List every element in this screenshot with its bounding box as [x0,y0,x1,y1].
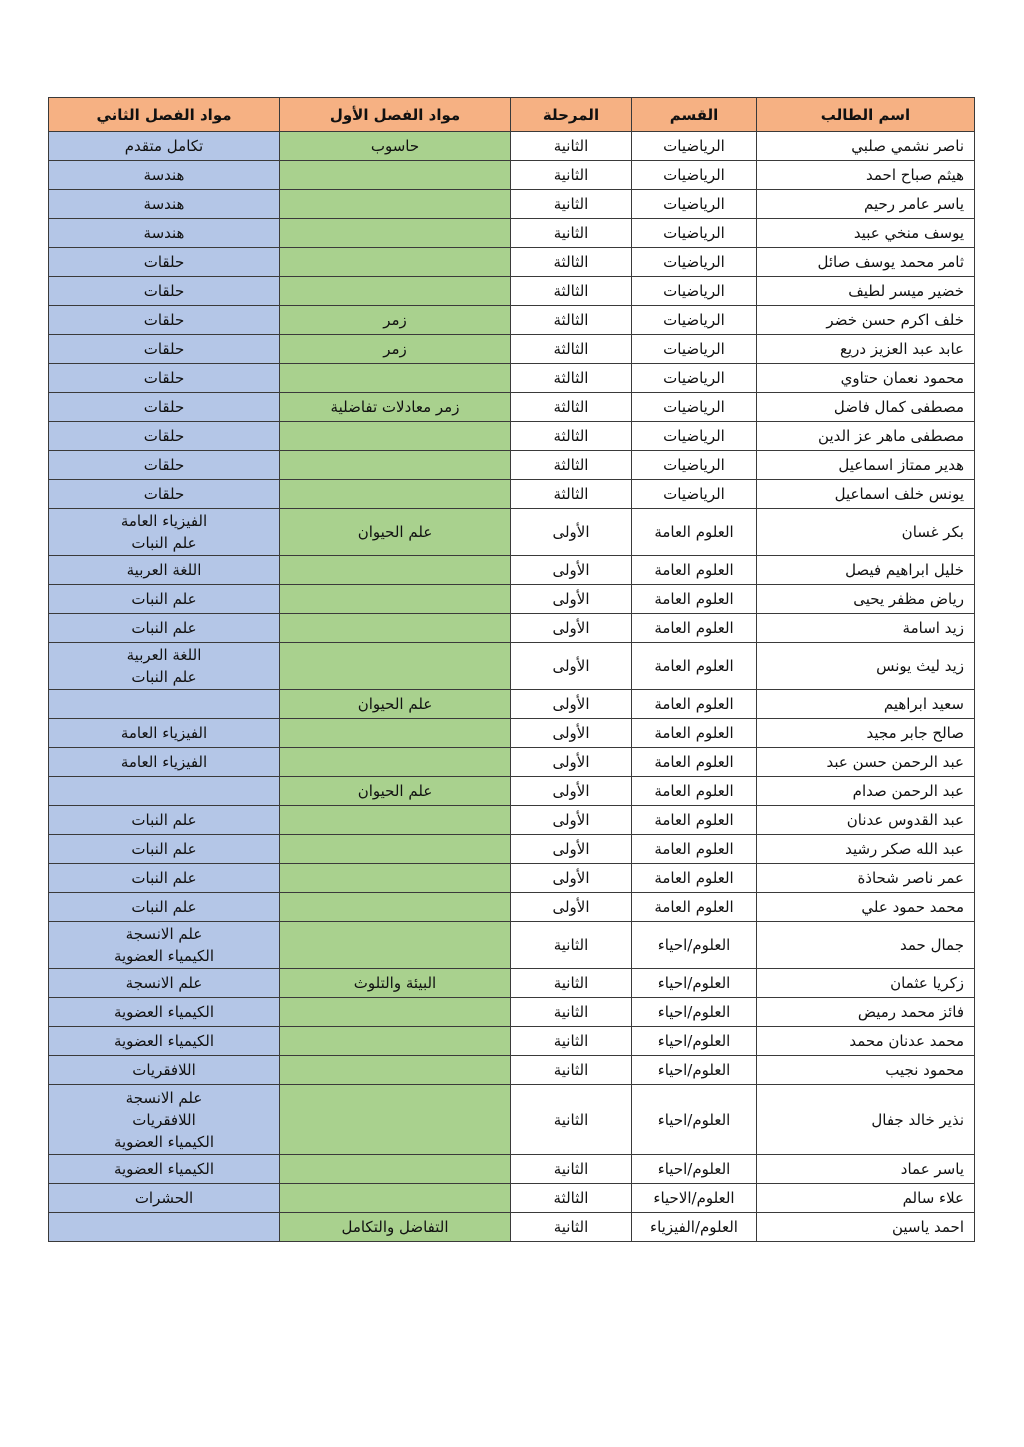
second-semester-cell: هندسة [49,161,280,190]
second-semester-cell: حلقات [49,306,280,335]
first-semester-cell [280,614,511,643]
stage-cell: الثالثة [511,1184,632,1213]
second-semester-cell: حلقات [49,451,280,480]
second-semester-cell: علم النبات [49,806,280,835]
student-name-cell: هدير ممتاز اسماعيل [757,451,975,480]
table-row [49,864,975,893]
second-semester-cell: الحشرات [49,1184,280,1213]
second-semester-cell: حلقات [49,248,280,277]
department-cell: العلوم العامة [632,585,757,614]
second-semester-cell: اللغة العربية [49,556,280,585]
student-name-cell: عبد الرحمن صدام [757,777,975,806]
student-name-cell: فائز محمد رميض [757,998,975,1027]
table-row [49,1155,975,1184]
stage-cell: الثالثة [511,248,632,277]
first-semester-cell [280,451,511,480]
first-semester-cell [280,1184,511,1213]
table-row [49,998,975,1027]
table-row [49,1085,975,1155]
first-semester-cell: زمر [280,306,511,335]
student-name-cell: ياسر عامر رحيم [757,190,975,219]
first-semester-cell [280,161,511,190]
stage-cell: الثالثة [511,393,632,422]
table-row [49,190,975,219]
first-semester-cell [280,219,511,248]
stage-cell: الثانية [511,190,632,219]
student-name-cell: رياض مظفر يحيى [757,585,975,614]
first-semester-cell [280,585,511,614]
second-semester-cell: علم النبات [49,614,280,643]
second-semester-cell: اللغة العربية علم النبات [49,643,280,690]
first-semester-cell [280,190,511,219]
second-semester-cell [49,690,280,719]
department-cell: الرياضيات [632,364,757,393]
table-row [49,643,975,690]
first-semester-cell [280,556,511,585]
table-row [49,451,975,480]
second-semester-cell: حلقات [49,480,280,509]
student-name-cell: ياسر عماد [757,1155,975,1184]
table-row [49,219,975,248]
student-name-cell: عابد عبد العزيز دريع [757,335,975,364]
first-semester-cell [280,893,511,922]
department-cell: العلوم/احياء [632,922,757,969]
second-semester-cell: حلقات [49,364,280,393]
student-name-cell: ثامر محمد يوسف صائل [757,248,975,277]
stage-cell: الثانية [511,1027,632,1056]
first-semester-cell [280,643,511,690]
department-cell: العلوم/احياء [632,1027,757,1056]
first-semester-cell: علم الحيوان [280,690,511,719]
student-name-cell: مصطفى ماهر عز الدين [757,422,975,451]
first-semester-cell [280,364,511,393]
student-name-cell: خضير ميسر لطيف [757,277,975,306]
second-semester-cell: الكيمياء العضوية [49,1155,280,1184]
student-name-cell: مصطفى كمال فاضل [757,393,975,422]
student-name-cell: هيثم صباح احمد [757,161,975,190]
student-name-cell: عبد القدوس عدنان [757,806,975,835]
second-semester-cell: الكيمياء العضوية [49,1027,280,1056]
table-row [49,777,975,806]
first-semester-cell [280,748,511,777]
table-row [49,335,975,364]
second-semester-cell [49,1213,280,1242]
first-semester-cell: زمر معادلات تفاضلية [280,393,511,422]
stage-cell: الثالثة [511,335,632,364]
table-row [49,1056,975,1085]
stage-cell: الأولى [511,509,632,556]
table-row [49,364,975,393]
stage-cell: الأولى [511,690,632,719]
department-cell: العلوم/احياء [632,998,757,1027]
student-name-cell: عبد الرحمن حسن عبد [757,748,975,777]
stage-cell: الثالثة [511,451,632,480]
first-semester-cell [280,480,511,509]
header-first-semester-subjects: مواد الفصل الأول [280,98,511,132]
department-cell: الرياضيات [632,219,757,248]
second-semester-cell: الفيزياء العامة علم النبات [49,509,280,556]
table-row [49,1213,975,1242]
student-name-cell: يونس خلف اسماعيل [757,480,975,509]
department-cell: الرياضيات [632,480,757,509]
department-cell: الرياضيات [632,161,757,190]
second-semester-cell: علم النبات [49,585,280,614]
student-name-cell: جمال حمد [757,922,975,969]
department-cell: العلوم/الفيزياء [632,1213,757,1242]
table-row [49,306,975,335]
table-row [49,806,975,835]
table-row [49,1027,975,1056]
student-name-cell: يوسف منخي عبيد [757,219,975,248]
first-semester-cell [280,248,511,277]
department-cell: الرياضيات [632,335,757,364]
second-semester-cell: هندسة [49,190,280,219]
second-semester-cell: علم النبات [49,864,280,893]
student-name-cell: عبد الله صكر رشيد [757,835,975,864]
table-row [49,835,975,864]
first-semester-cell [280,922,511,969]
student-name-cell: سعيد ابراهيم [757,690,975,719]
second-semester-cell: هندسة [49,219,280,248]
stage-cell: الأولى [511,614,632,643]
first-semester-cell [280,277,511,306]
table-row [49,585,975,614]
stage-cell: الأولى [511,556,632,585]
stage-cell: الأولى [511,893,632,922]
table-row [49,614,975,643]
student-name-cell: محمود نجيب [757,1056,975,1085]
second-semester-cell: تكامل متقدم [49,132,280,161]
student-name-cell: خلف اكرم حسن خضر [757,306,975,335]
first-semester-cell [280,719,511,748]
students-table [48,97,975,1242]
table-row [49,969,975,998]
table-row [49,509,975,556]
second-semester-cell: اللافقريات [49,1056,280,1085]
first-semester-cell [280,835,511,864]
first-semester-cell [280,1027,511,1056]
department-cell: العلوم العامة [632,835,757,864]
department-cell: العلوم العامة [632,614,757,643]
student-name-cell: محمد حمود علي [757,893,975,922]
second-semester-cell: حلقات [49,335,280,364]
stage-cell: الأولى [511,719,632,748]
department-cell: العلوم/احياء [632,1085,757,1155]
department-cell: العلوم العامة [632,690,757,719]
table-row [49,161,975,190]
department-cell: العلوم/احياء [632,1155,757,1184]
student-name-cell: زيد ليث يونس [757,643,975,690]
student-name-cell: بكر غسان [757,509,975,556]
stage-cell: الثانية [511,998,632,1027]
stage-cell: الثانية [511,219,632,248]
student-name-cell: علاء سالم [757,1184,975,1213]
second-semester-cell: الفيزياء العامة [49,719,280,748]
stage-cell: الثالثة [511,306,632,335]
first-semester-cell [280,1056,511,1085]
stage-cell: الثانية [511,1155,632,1184]
second-semester-cell: علم الانسجة اللافقريات الكيمياء العضوية [49,1085,280,1155]
table-row [49,277,975,306]
stage-cell: الثانية [511,161,632,190]
student-name-cell: خليل ابراهيم فيصل [757,556,975,585]
first-semester-cell [280,998,511,1027]
table-row [49,248,975,277]
second-semester-cell: حلقات [49,393,280,422]
stage-cell: الثانية [511,922,632,969]
student-name-cell: زيد اسامة [757,614,975,643]
second-semester-cell: حلقات [49,277,280,306]
student-name-cell: زكريا عثمان [757,969,975,998]
second-semester-cell: علم النبات [49,893,280,922]
student-name-cell: نذير خالد جفال [757,1085,975,1155]
second-semester-cell: علم الانسجة [49,969,280,998]
first-semester-cell [280,806,511,835]
stage-cell: الثانية [511,132,632,161]
table-row [49,132,975,161]
stage-cell: الأولى [511,643,632,690]
stage-cell: الثالثة [511,277,632,306]
table-row [49,719,975,748]
department-cell: العلوم العامة [632,806,757,835]
stage-cell: الأولى [511,777,632,806]
department-cell: العلوم/احياء [632,1056,757,1085]
second-semester-cell: الكيمياء العضوية [49,998,280,1027]
stage-cell: الثالثة [511,364,632,393]
department-cell: الرياضيات [632,393,757,422]
stage-cell: الثالثة [511,480,632,509]
department-cell: العلوم العامة [632,748,757,777]
department-cell: العلوم العامة [632,509,757,556]
table-row [49,690,975,719]
department-cell: الرياضيات [632,132,757,161]
department-cell: العلوم العامة [632,556,757,585]
student-name-cell: محمود نعمان حتاوي [757,364,975,393]
first-semester-cell: حاسوب [280,132,511,161]
department-cell: الرياضيات [632,190,757,219]
table-body [49,132,975,1242]
first-semester-cell: البيئة والتلوث [280,969,511,998]
second-semester-cell: الفيزياء العامة [49,748,280,777]
header-department: القسم [632,98,757,132]
table-row [49,1184,975,1213]
second-semester-cell [49,777,280,806]
department-cell: الرياضيات [632,277,757,306]
header-row [49,98,975,132]
first-semester-cell: علم الحيوان [280,777,511,806]
table-row [49,748,975,777]
student-name-cell: احمد ياسين [757,1213,975,1242]
department-cell: الرياضيات [632,306,757,335]
header-stage: المرحلة [511,98,632,132]
table-row [49,393,975,422]
department-cell: العلوم العامة [632,893,757,922]
first-semester-cell: زمر [280,335,511,364]
table-row [49,422,975,451]
stage-cell: الثانية [511,1213,632,1242]
stage-cell: الأولى [511,806,632,835]
table-header [49,98,975,132]
department-cell: العلوم العامة [632,643,757,690]
first-semester-cell [280,864,511,893]
header-student-name: اسم الطالب [757,98,975,132]
second-semester-cell: علم النبات [49,835,280,864]
stage-cell: الثانية [511,969,632,998]
stage-cell: الثالثة [511,422,632,451]
department-cell: الرياضيات [632,451,757,480]
stage-cell: الأولى [511,835,632,864]
first-semester-cell: التفاضل والتكامل [280,1213,511,1242]
first-semester-cell [280,422,511,451]
department-cell: العلوم العامة [632,777,757,806]
department-cell: العلوم/احياء [632,969,757,998]
stage-cell: الأولى [511,864,632,893]
student-name-cell: عمر ناصر شحاذة [757,864,975,893]
stage-cell: الثانية [511,1085,632,1155]
table-row [49,893,975,922]
stage-cell: الأولى [511,585,632,614]
student-name-cell: محمد عدنان محمد [757,1027,975,1056]
first-semester-cell: علم الحيوان [280,509,511,556]
table-row [49,556,975,585]
student-name-cell: ناصر نشمي صلبي [757,132,975,161]
header-second-semester-subjects: مواد الفصل الثاني [49,98,280,132]
table-row [49,480,975,509]
stage-cell: الثانية [511,1056,632,1085]
table-row [49,922,975,969]
department-cell: الرياضيات [632,248,757,277]
second-semester-cell: علم الانسجة الكيمياء العضوية [49,922,280,969]
department-cell: الرياضيات [632,422,757,451]
second-semester-cell: حلقات [49,422,280,451]
first-semester-cell [280,1155,511,1184]
department-cell: العلوم العامة [632,719,757,748]
student-name-cell: صالح جابر مجيد [757,719,975,748]
first-semester-cell [280,1085,511,1155]
department-cell: العلوم العامة [632,864,757,893]
stage-cell: الأولى [511,748,632,777]
department-cell: العلوم/الاحياء [632,1184,757,1213]
